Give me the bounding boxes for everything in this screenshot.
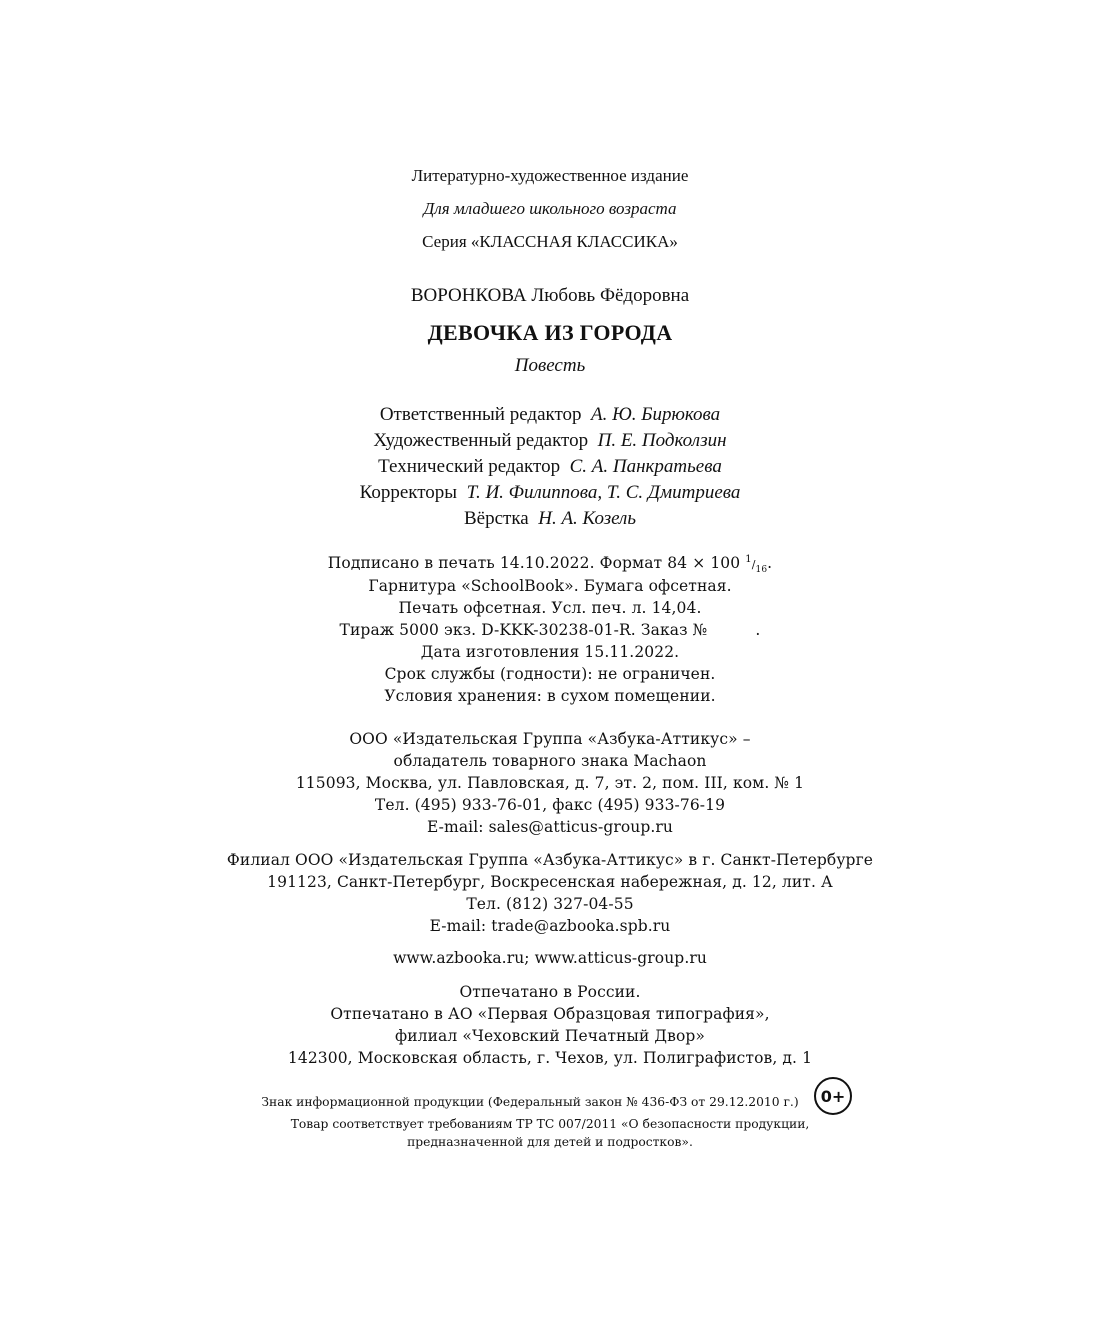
branch-email: E-mail: trade@azbooka.spb.ru — [429, 917, 671, 935]
printer-name: Отпечатано в АО «Первая Образцовая типография», — [330, 1005, 770, 1023]
printed-country: Отпечатано в России. — [459, 983, 641, 1001]
series: Серия «КЛАССНАЯ КЛАССИКА» — [422, 232, 678, 251]
publisher-address: 115093, Москва, ул. Павловская, д. 7, эт. 2, пом. III, ком. № 1 — [295, 774, 805, 792]
edition-type: Литературно-художественное издание — [411, 166, 689, 185]
publisher-email: E-mail: sales@atticus-group.ru — [426, 818, 674, 836]
storage-conditions: Условия хранения: в сухом помещении. — [384, 687, 716, 705]
print-run: Тираж 5000 экз. D-KKK-30238-01-R. Заказ № . — [339, 621, 761, 639]
branch-phone: Тел. (812) 327-04-55 — [466, 895, 634, 913]
credit-proofreaders: Корректоры Т. И. Филиппова, Т. С. Дмитриева — [359, 482, 741, 503]
print-font: Гарнитура «SchoolBook». Бумага офсетная. — [368, 577, 732, 595]
publisher-trademark: обладатель товарного знака Machaon — [393, 752, 707, 770]
print-signed: Подписано в печать 14.10.2022. Формат 84 × 100 $^1/_{16}$. — [327, 554, 773, 575]
branch-name: Филиал ООО «Издательская Группа «Азбука-Аттикус» в г. Санкт-Петербурге — [226, 851, 874, 869]
credit-technical-editor: Технический редактор С. А. Панкратьева — [378, 456, 722, 477]
printer-address: 142300, Московская область, г. Чехов, ул. Полиграфистов, д. 1 — [287, 1049, 813, 1067]
format-fraction: $^1/_{16}$ — [745, 554, 768, 575]
manufacture-date: Дата изготовления 15.11.2022. — [420, 643, 680, 661]
author: ВОРОНКОВА Любовь Фёдоровна — [410, 285, 690, 306]
info-product-mark: Знак информационной продукции (Федеральный закон № 436-ФЗ от 29.12.2010 г.) — [261, 1095, 799, 1109]
age-rating-badge: 0+ — [814, 1077, 852, 1115]
websites: www.azbooka.ru; www.atticus-group.ru — [393, 949, 707, 967]
compliance-line-1: Товар соответствует требованиям ТР ТС 007/2011 «О безопасности продукции, — [290, 1117, 810, 1131]
audience: Для младшего школьного возраста — [423, 199, 677, 218]
compliance-line-2: предназначенной для детей и подростков». — [407, 1135, 693, 1149]
publisher-name: ООО «Издательская Группа «Азбука-Аттикус» – — [349, 730, 751, 748]
credit-layout: Вёрстка Н. А. Козель — [464, 508, 636, 529]
credit-art-editor: Художественный редактор П. Е. Подколзин — [373, 430, 727, 451]
genre: Повесть — [514, 355, 586, 376]
publisher-phone: Тел. (495) 933-76-01, факс (495) 933-76-19 — [374, 796, 726, 814]
credit-responsible-editor: Ответственный редактор А. Ю. Бирюкова — [379, 404, 721, 425]
branch-address: 191123, Санкт-Петербург, Воскресенская набережная, д. 12, лит. А — [267, 873, 833, 891]
printer-branch: филиал «Чеховский Печатный Двор» — [395, 1027, 705, 1045]
print-method: Печать офсетная. Усл. печ. л. 14,04. — [398, 599, 702, 617]
book-title: ДЕВОЧКА ИЗ ГОРОДА — [427, 320, 673, 345]
shelf-life: Срок службы (годности): не ограничен. — [384, 665, 716, 683]
